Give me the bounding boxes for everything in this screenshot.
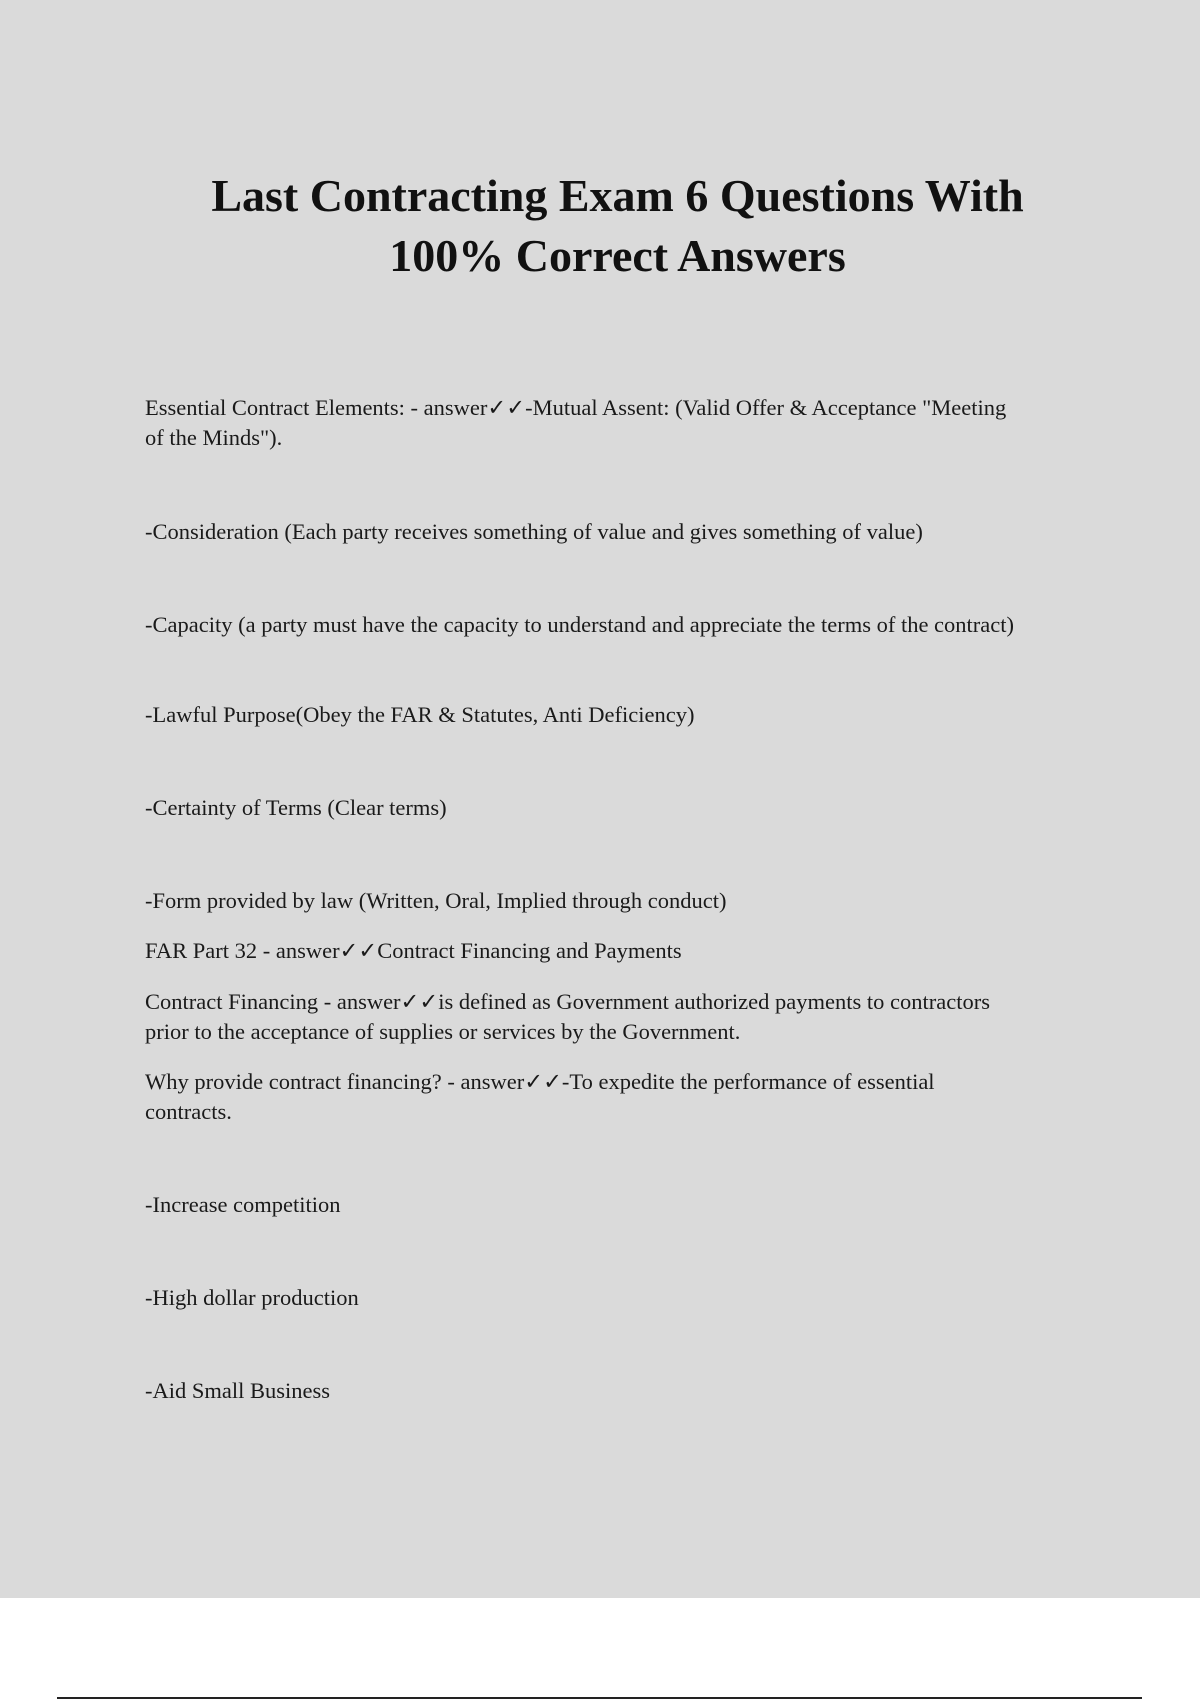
essential-elements-line-1: Essential Contract Elements: - answer✓✓-Mutual Assent: (Valid Offer & Acceptance "Meeting [145, 395, 1007, 420]
high-dollar-item: -High dollar production [145, 1285, 359, 1310]
far-part-32-line: FAR Part 32 - answer✓✓Contract Financing and Payments [145, 938, 682, 963]
consideration-item: -Consideration (Each party receives something of value and gives something of value) [145, 519, 923, 544]
aid-small-business-item: -Aid Small Business [145, 1378, 331, 1403]
lawful-purpose-item: -Lawful Purpose(Obey the FAR & Statutes, Anti Deficiency) [145, 702, 695, 727]
essential-elements-line-2: of the Minds"). [145, 425, 283, 450]
certainty-item: -Certainty of Terms (Clear terms) [145, 795, 447, 820]
form-item: -Form provided by law (Written, Oral, Implied through conduct) [145, 888, 727, 913]
document-title [120, 166, 1115, 286]
increase-competition-item: -Increase competition [145, 1192, 341, 1217]
why-financing-line-1: Why provide contract financing? - answer✓✓-To expedite the performance of essential [145, 1069, 935, 1094]
why-financing-line-2: contracts. [145, 1099, 232, 1124]
contract-financing-line-1: Contract Financing - answer✓✓is defined as Government authorized payments to contractors [145, 989, 990, 1014]
title-line-2: 100% Correct Answers [389, 230, 846, 281]
contract-financing-line-2: prior to the acceptance of supplies or services by the Government. [145, 1019, 741, 1044]
footer-divider [57, 1697, 1142, 1699]
title-line-1: Last Contracting Exam 6 Questions With [211, 170, 1024, 221]
capacity-item: -Capacity (a party must have the capacity to understand and appreciate the terms of the contract) [145, 612, 1015, 637]
